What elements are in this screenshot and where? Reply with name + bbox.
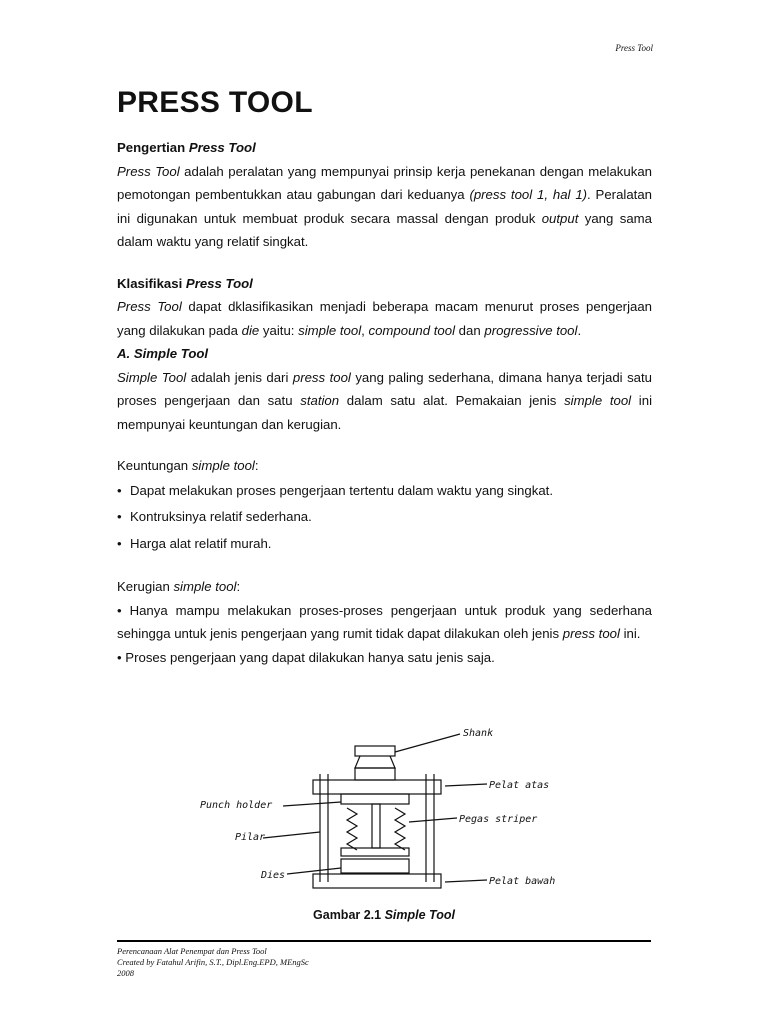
heading-simple-tool: A. Simple Tool [117, 346, 209, 361]
keuntungan-label: Keuntungan simple tool: [117, 458, 259, 473]
shank-neck [355, 756, 395, 768]
shank-base [355, 768, 395, 780]
footer [117, 946, 309, 979]
label-pegas-striper: Pegas striper [459, 814, 538, 825]
label-dies: Dies [261, 870, 286, 881]
spring-left [347, 808, 357, 850]
punch-holder-part [341, 794, 409, 804]
top-plate [313, 780, 441, 794]
running-header: Press Tool [615, 43, 653, 53]
dies-block [341, 859, 409, 873]
label-punch-holder: Punch holder [200, 800, 273, 811]
document-body [117, 136, 652, 669]
page-title: PRESS TOOL [117, 86, 313, 119]
label-shank: Shank [463, 728, 494, 739]
simple-tool-figure [195, 722, 575, 902]
list-item: • Harga alat relatif murah. [117, 535, 272, 551]
footer-divider [117, 940, 651, 942]
heading-pengertian: Pengertian Press Tool [117, 140, 256, 155]
paragraph-pengertian: Press Tool adalah peralatan yang mempunyai prinsip kerja penekanan dengan melakukan pemotongan pembentukkan atau gabungan dari keduanya (press tool 1, hal 1). Peralatan ini digunakan untuk membuat produk secara massal dengan produk output yang sama dalam waktu yang relatif singkat. [117, 163, 653, 249]
label-pelat-bawah: Pelat bawah [489, 876, 556, 887]
paragraph-klasifikasi: Press Tool dapat dklasifikasikan menjadi beberapa macam menurut proses pengerjaan yang dilakukan pada die yaitu: simple tool, compound tool dan progressive tool. [117, 299, 652, 338]
footer-line: Perencanaan Alat Penempat dan Press Tool [117, 946, 267, 956]
footer-line: 2008 [117, 968, 134, 978]
list-item: • Hanya mampu melakukan proses-proses pengerjaan untuk produk yang sederhana sehingga untuk jenis pengerjaan yang rumit tidak dapat dilakukan oleh jenis press tool ini. [117, 602, 653, 641]
spring-right [395, 808, 405, 850]
shank-cap [355, 746, 395, 756]
paragraph-simple-tool: Simple Tool adalah jenis dari press tool yang paling sederhana, dimana hanya terjadi satu proses pengerjaan dan satu station dalam satu alat. Pemakaian jenis simple tool ini mempunyai keuntungan dan kerugian. [117, 369, 652, 432]
list-item: • Dapat melakukan proses pengerjaan tertentu dalam waktu yang singkat. [117, 482, 553, 498]
heading-klasifikasi: Klasifikasi Press Tool [117, 275, 253, 291]
footer-line: Created by Fatahul Arifin, S.T., Dipl.Eng.EPD, MEngSc [117, 957, 309, 967]
punch [372, 804, 380, 848]
label-pilar: Pilar [235, 832, 266, 843]
figure-caption: Gambar 2.1 Simple Tool [313, 908, 455, 922]
kerugian-label: Kerugian simple tool: [117, 579, 241, 594]
list-item: • Kontruksinya relatif sederhana. [117, 509, 312, 524]
bottom-plate [313, 874, 441, 888]
stripper-plate [341, 848, 409, 856]
list-item: • Proses pengerjaan yang dapat dilakukan hanya satu jenis saja. [117, 649, 495, 665]
label-pelat-atas: Pelat atas [489, 780, 550, 791]
